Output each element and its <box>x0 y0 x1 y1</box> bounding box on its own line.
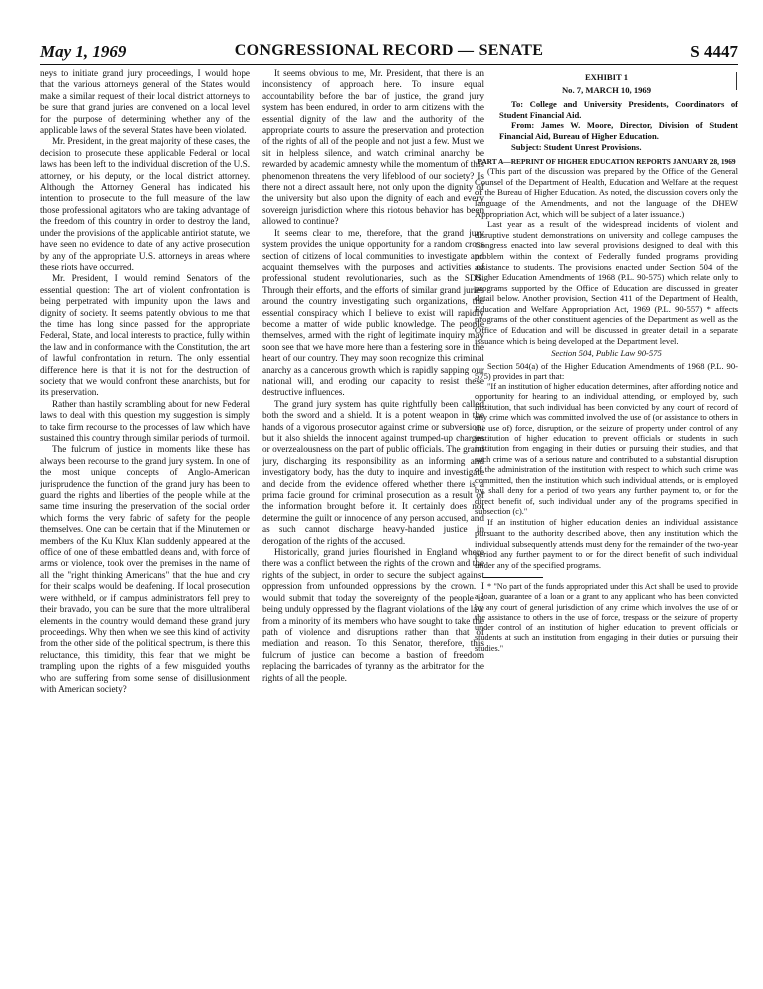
header-date: May 1, 1969 <box>40 42 127 61</box>
paragraph: Rather than hastily scrambling about for new Federal laws to deal with this question my suggestion is simply to take firm recourse to the processes of law which have sustained this country through similar periods of turmoil. <box>40 398 250 443</box>
column-3 <box>475 68 738 968</box>
paragraph: neys to initiate grand jury proceedings, I would hope that the various attorneys general of the States would make a similar request of their local district attorneys to be sure that grand juries are convened on a local level for the purpose of determining whether any of the applicable laws of the several States have been violated. <box>40 68 250 136</box>
memo-from: From: James W. Moore, Director, Division of Student Financial Aid, Bureau of Higher Education. <box>499 120 738 141</box>
paragraph: Historically, grand juries flourished in England where there was a conflict between the rights of the crown and the rights of the subject, in order to secure the subject against oppression from unfounded oppressions by the crown. I would submit that today the sovereignty of the people is being unduly oppressed by the flagrant violations of the law from a minority of its members who have sought to take the path of violence and disruptions rather than that of mediation and reason. To this Senator, therefore, this fulcrum of justice can become a bastion of freedom replacing the barricades of tyranny as the arbitrator for the rights of all the people. <box>262 547 484 683</box>
block-quote: "If an institution of higher education determines, after affording notice and opportunity for hearing to an individual attending, or employed by, such institution, that such individual has been convicted by any court of record of any crime which was committed involved the use of (or assistance to others in the use of) force, disruption, or the seizure of property under control of any institution of higher education to prevent officials or students in such institution from engaging in their duties or pursuing their studies, and that such crime was of a serious nature and contributed to a substantial disruption of the administration of the institution with respect to which such crime was committed, then the institution which such individual attends, or is employed by, shall deny for a period of two years any further payment to, or for the direct benefit of, such individual under any of the programs specified in subsection (c)." <box>475 382 738 516</box>
paragraph: Last year as a result of the widespread incidents of violent and disruptive student demonstrations on university and college campuses the Congress enacted into law several provisions designed to deal with this problem within the context of Federally funded programs providing assistance to students. The provisions enacted under Section 504 of the Higher Education Amendments of 1968 (P.L. 90-575) which relate only to programs supported by the Office of Education are discussed in greater detail below. Another provision, Section 411 of the Department of Health, Education and Welfare Appropriation Act, 1969 (P.L. 90-557) * affects programs of the other constituent agencies of the Department as well as the Office of Education and will be discussed in greater detail in a separate issuance which is being developed at the Department level. <box>475 219 738 346</box>
header-title: CONGRESSIONAL RECORD — SENATE <box>234 42 544 59</box>
paragraph: It seems clear to me, therefore, that the grand jury system provides the unique opportunity for a random cross section of citizens of local communities to investigate and acquaint themselves with the purposes and activities of professional student revolutionaries, such as the SDS. Through their efforts, and the efforts of similar grand juries around the country investigating such organizations, the essential conspiracy which I believe to exist will rapidly become a matter of wide public knowledge. The people themselves, armed with the right of legitimate inquiry may soon see that we have more here than a festering sore in the heart of our country. They may soon recognize this criminal anarchy as a cancerous growth which is rapidly sapping our national will, and eroding our capacity to resist these destructive influences. <box>262 227 484 398</box>
column-2 <box>262 68 484 968</box>
column-1 <box>40 68 250 968</box>
footnote: * "No part of the funds appropriated under this Act shall be used to provide a loan, guarantee of a loan or a grant to any applicant who has been convicted by any court of general jurisdiction of any crime which involves the use of or the assistance to others in the use of force, trespass or the seizure of property under control of an institution of higher education to prevent officials or students at such an institution from engaging in their duties or pursuing their studies." <box>475 582 738 653</box>
memo-subject: Subject: Student Unrest Provisions. <box>511 141 642 152</box>
section-heading: Section 504, Public Law 90-575 <box>551 348 662 359</box>
paragraph: The grand jury system has quite rightfully been called both the sword and a shield. It is a potent weapon in the hands of a vigorous prosecutor against crime or subversion; but it also shields the innocent against trumped-up charges or overzealousness on the part of public officials. The grand jury, discharging its responsibility as an informing and investigatory body, has the duty to inquire and investigate and decide from the evidence offered whether there is a prima facie ground for criminal prosecution as a result of the information brought before it. It certainly does not determine the guilt or innocence of any person accused, and as such cannot discharge heavy-handed justice in derogation of the rights of the accused. <box>262 398 484 546</box>
paragraph: It seems obvious to me, Mr. President, that there is an inconsistency of approach here. To insure equal accountability before the bar of justice, the grand jury system has been endured, in order to arm citizens with the essential dignity of the law and the authority of the appropriate courts to assure the preservation and protection of the rights of all of the people and not just a few. Must we sit in helpless silence, and watch criminal anarchy be rewarded by academic amnesty while the momentum of this phenomenon threatens the very lifeblood of our society? Is there not a direct assault here, not only upon the dignity of the university but also upon the dignity of each and every sovereign jurisdiction where this riotous behavior has been allowed to continue? <box>262 68 484 227</box>
paragraph: The fulcrum of justice in moments like these has always been recourse to the grand jury system. In one of the most unique concepts of Anglo-American jurisprudence the function of the grand jury has been to guard the rights and liberties of the people while at the same time insuring the preservation of the social order which forms the very fabric of safety for the people themselves. One can be certain that if the Minutemen or members of the Ku Klux Klan suddenly appeared at the office of one of these embattled deans and, with force of arms or violence, took over the premises in the name of all the "right thinking Americans" that the hue and cry for their scalps would be deafening. If local prosecution were withheld, or if campus administrators fell prey to their bravado, you can be sure that the more ultraliberal elements in the country would demand these grand jury proceedings. Why then when we see this kind of activity from the other side of the political spectrum, is there this reluctance, this timidity, this fear that we might be trampling upon the rights of a few misguided youths who are suffering from some sense of disillusionment with American society? <box>40 444 250 694</box>
paragraph: (This part of the discussion was prepared by the Office of the General Counsel of the Department of Health, Education and Welfare at the request of the Bureau of Higher Education. As noted, the discussion covers only the language of the Amendments, and not the language of the DHEW Appropriation Act, which will be subject of a later issuance.) <box>475 166 738 219</box>
exhibit-heading: EXHIBIT 1 <box>584 72 629 82</box>
paragraph: Mr. President, in the great majority of these cases, the decision to prosecute these applicable Federal or local laws has been left to the individual discretion of the U.S. attorney, or his deputy, or the local district attorney. Although the Attorney General has indicated his intention to prosecute to the full measure of the law those professional agitators who are taking advantage of the freedom of this country in order to destroy the land, under the provisions of the applicable antiriot statute, we have seen no evidence to date of any active prosecution by any of the appropriate U.S. attorneys in areas where these riots have occurred. <box>40 136 250 272</box>
part-heading: PART A—REPRINT OF HIGHER EDUCATION REPORTS JANUARY 28, 1969 <box>477 157 736 167</box>
footnote-rule <box>483 577 543 578</box>
paragraph: If an institution of higher education denies an individual assistance pursuant to the authority described above, then any institution which the individual subsequently attends must deny for the remainder of the two-year period any further payment to or for the direct benefit of such individual under any of the specified programs. <box>475 517 738 570</box>
memo-to: To: College and University Presidents, Coordinators of Student Financial Aid. <box>499 99 738 120</box>
header-page-number: S 4447 <box>690 42 738 61</box>
memo-number: No. 7, MARCH 10, 1969 <box>561 84 652 95</box>
page-header <box>40 42 738 65</box>
paragraph: Mr. President, I would remind Senators of the essential question: The art of violent confrontation is being perpetrated with impunity upon the laws and dignity of society. It seems patently obvious to me that the time has long since passed for the appropriate Federal, State, and local interests to practice, fully within the law and in conformance with the Constitution, the art of lawful confrontation in return. The only essential difference here is that it is not for the destruction of society that we would confront these anarchists, but for its preservation. <box>40 273 250 398</box>
margin-mark <box>736 72 737 90</box>
paragraph: Section 504(a) of the Higher Education Amendments of 1968 (P.L. 90-575) provides in part that: <box>475 360 738 382</box>
